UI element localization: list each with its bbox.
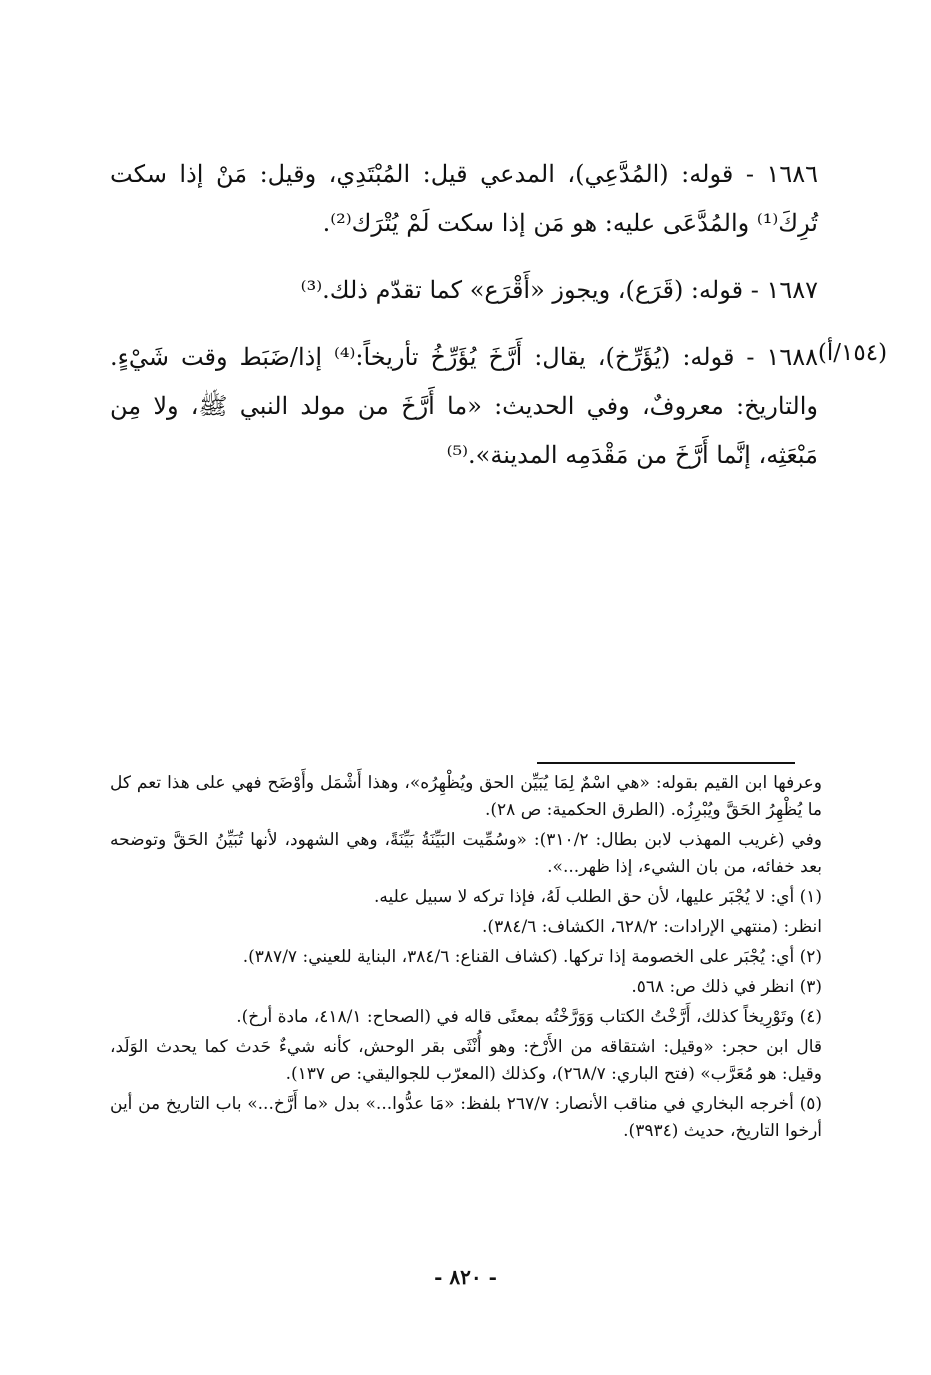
entry-text: ١٦٨٦ - قوله: (المُدَّعِي)، المدعي قيل: المُبْتَدِي، وقيل: مَنْ إذا سكت تُرِكَ⁽¹⁾ والمُدَّعَى عليه: هو مَن إذا سكت لَمْ يُتْرَك⁽²⁾. <box>110 160 818 237</box>
footnote-divider <box>537 762 795 764</box>
page-number: - ٨٢٠ - <box>434 1265 497 1289</box>
entry-1687 <box>110 266 818 315</box>
footnote-2: (٢) أي: يُجْبَر على الخصومة إذا تركها. (كشاف القناع: ٣٨٤/٦، البناية للعيني: ٣٨٧/٧). <box>242 947 822 967</box>
footnote-3: (٣) انظر في ذلك ص: ٥٦٨. <box>631 977 822 997</box>
footnotes <box>110 770 822 1148</box>
footnote-4-cont: قال ابن حجر: «وقيل: اشتقاقه من الأَرْخ: وهو أُنْثَى بقر الوحش، كأنه شيءٌ حَدث كما يحدث الوَلَد، وقيل: هو مُعَرَّب» (فتح الباري: ٢٦٨/٧)، وكذلك (المعرّب للجواليقي: ص ١٣٧). <box>110 1037 822 1084</box>
entry-text: ١٦٨٧ - قوله: (قَرَع)، ويجوز «أَقْرَع» كما تقدّم ذلك.⁽³⁾ <box>300 276 818 304</box>
entry-text: ١٦٨٨ - قوله: (يُؤَرِّخ)، يقال: أَرَّخَ يُؤَرِّخُ تأريخاً:⁽⁴⁾ إذا/ضَبَط وقت شَيْءٍ. والتاريخ: معروفٌ، وفي الحديث: «ما أَرَّخَ من مولد النبي ﷺ، ولا مِن مَبْعَثِه، إنَّما أَرَّخَ من مَقْدَمِه المدينة».⁽⁵⁾ <box>110 343 818 469</box>
footnote-4: (٤) وتَوْرِيخاً كذلك، أَرَّخْتُ الكتاب وَوَرَّخْتُه بمعنًى قاله في (الصحاح: ٤١٨/١، مادة أرخ). <box>236 1007 822 1027</box>
footnote-1: (١) أي: لا يُجْبَر عليها، لأن حق الطلب لَهُ، فإذا تركه لا سبيل عليه. <box>374 887 822 907</box>
main-text <box>110 150 818 498</box>
manuscript-folio-note: (١٥٤/أ) <box>817 340 888 366</box>
footnote-1-ref: انظر: (منتهي الإرادات: ٦٢٨/٢، الكشاف: ٣٨٤/٦). <box>482 917 822 937</box>
entry-1686 <box>110 150 818 248</box>
entry-1688 <box>110 333 818 480</box>
footnote-continuation: وعرفها ابن القيم بقوله: «هي اسْمٌ لِمَا يُبَيِّن الحق ويُظْهِرُه»، وهذا أَشْمَل وأَوْضَح فهي على هذا تعم كل ما يُظْهِرُ الحَقَّ ويُبْرِزُه. (الطرق الحكمية: ص ٢٨). <box>110 773 822 820</box>
footnote-continuation: وفي (غريب المهذب لابن بطال: ٣١٠/٢): «وسُمِّيت البَيِّنَةُ بَيِّنَةً، وهي الشهود، لأنها تُبَيِّنُ الحَقَّ وتوضحه بعد خفائه، من بان الشيء، إذا ظهر...». <box>110 830 823 877</box>
footnote-5: (٥) أخرجه البخاري في مناقب الأنصار: ٢٦٧/٧ بلفظ: «مَا عدُّوا...» بدل «ما أَرَّخ...» باب التاريخ من أين أرخوا التاريخ، حديث (٣٩٣٤). <box>110 1094 823 1141</box>
